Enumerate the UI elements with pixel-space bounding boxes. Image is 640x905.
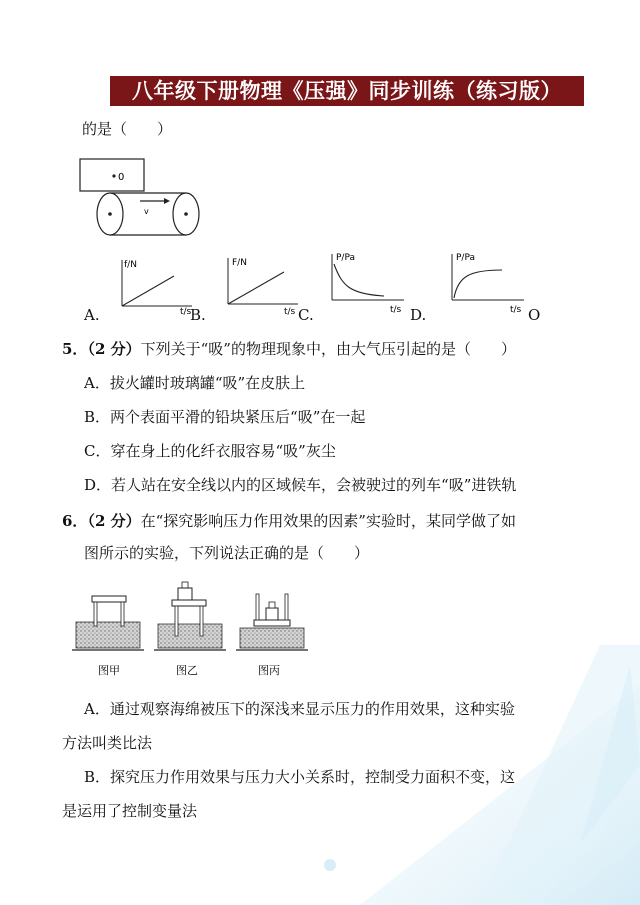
option-d-label[interactable]: D. — [410, 306, 427, 324]
graph-a — [116, 256, 198, 316]
q6-stem-line1: 在“探究影响压力作用效果的因素”实验时，某同学做了如 — [140, 512, 516, 530]
caption-bing: 图丙 — [258, 664, 280, 677]
page-title: 八年级下册物理《压强》同步训练（练习版） — [110, 76, 584, 106]
graph-c-curve — [334, 264, 384, 296]
q4-stem-tail: 的是（ ） — [82, 120, 173, 138]
q5-score: （2 分） — [87, 340, 141, 358]
option-c-label[interactable]: C. — [298, 306, 314, 324]
svg-text:P/Pa: P/Pa — [336, 253, 355, 263]
svg-text:F/N: F/N — [232, 258, 247, 268]
figure-bing — [236, 594, 308, 677]
q5-option-b[interactable]: B．两个表面平滑的铅块紧压后“吸”在一起 — [84, 408, 366, 426]
graph-a-line — [122, 276, 174, 306]
block-rect — [80, 159, 144, 191]
figure-yi — [154, 582, 226, 677]
svg-text:t/s: t/s — [284, 307, 296, 316]
q5-header — [62, 338, 516, 359]
q5-option-d[interactable]: D．若人站在安全线以内的区域候车，会被驶过的列车“吸”进铁轨 — [84, 476, 517, 494]
option-b-label[interactable]: B. — [190, 306, 206, 324]
block-label: 0 — [118, 172, 125, 183]
q6-option-a-line1[interactable]: A．通过观察海绵被压下的深浅来显示压力的作用效果，这种实验 — [84, 700, 515, 718]
trailing-mark: O — [528, 306, 541, 324]
q4-conveyor-figure — [78, 156, 208, 240]
q6-header — [62, 510, 516, 531]
q6-number: 6． — [62, 512, 88, 530]
svg-text:t/s: t/s — [390, 305, 402, 314]
velocity-label: v — [144, 207, 149, 216]
graph-b — [222, 254, 304, 316]
option-a-label[interactable]: A. — [84, 306, 100, 324]
caption-jia: 图甲 — [98, 664, 120, 677]
svg-text:t/s: t/s — [510, 305, 522, 314]
svg-text:f/N: f/N — [124, 260, 137, 270]
q5-option-a[interactable]: A．拔火罐时玻璃罐“吸”在皮肤上 — [84, 374, 306, 392]
graph-d — [446, 250, 530, 314]
q6-experiment-figure — [72, 578, 312, 682]
q6-option-b-line1[interactable]: B．探究压力作用效果与压力大小关系时，控制受力面积不变，这 — [84, 768, 516, 786]
q6-stem-line2: 图所示的实验，下列说法正确的是（ ） — [84, 544, 370, 562]
graph-b-line — [228, 272, 284, 304]
svg-text:P/Pa: P/Pa — [456, 253, 475, 263]
q5-stem: 下列关于“吸”的物理现象中，由大气压引起的是（ ） — [140, 340, 516, 358]
caption-yi: 图乙 — [176, 664, 198, 677]
q6-option-b-line2: 是运用了控制变量法 — [62, 802, 198, 820]
q5-number: 5． — [62, 340, 88, 358]
svg-text:t/s: t/s — [180, 307, 192, 316]
q6-option-a-line2: 方法叫类比法 — [62, 734, 153, 752]
graph-c — [326, 250, 410, 314]
graph-d-curve — [454, 270, 502, 298]
q5-option-c[interactable]: C．穿在身上的化纤衣服容易“吸”灰尘 — [84, 442, 336, 460]
q6-score: （2 分） — [87, 512, 141, 530]
figure-jia — [72, 596, 144, 677]
